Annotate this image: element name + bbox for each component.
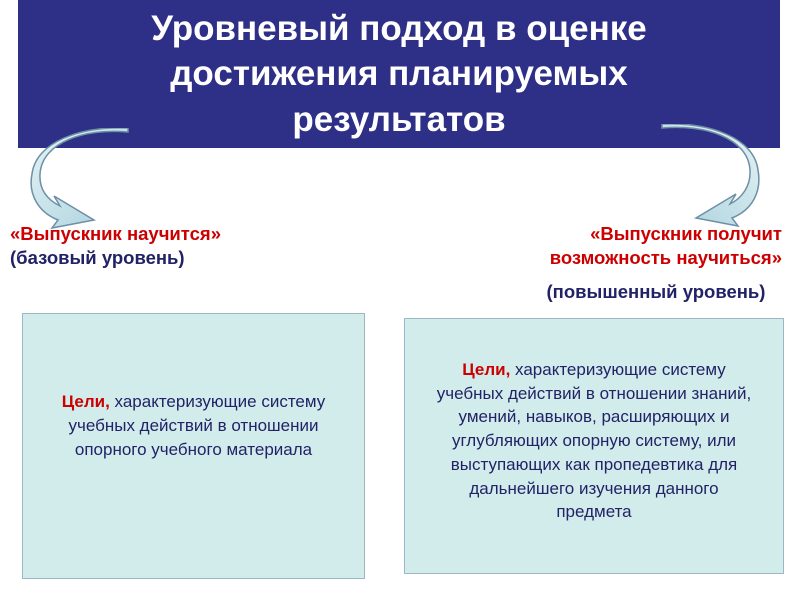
right-heading-line-2: возможность научиться» (549, 247, 782, 269)
right-level-label: (повышенный уровень) (546, 281, 766, 303)
left-level-label: (базовый уровень) (10, 247, 185, 269)
advanced-level-text: характеризующие систему учебных действий в отношении знаний, умений, навыков, расширяющих и углубляющих опорную систему, или выступающих как пропедевтика для дальнейшего изучения данного предмета (436, 359, 752, 522)
title-line-3: результатов (292, 99, 506, 139)
curved-arrow-left-icon (30, 128, 130, 230)
advanced-level-box (404, 318, 784, 574)
basic-level-description (39, 390, 349, 461)
advanced-level-lead: Цели, (462, 359, 511, 379)
right-heading (470, 222, 782, 304)
right-heading-line-1: «Выпускник получит (590, 223, 782, 244)
left-heading-title: «Выпускник научится» (10, 223, 221, 244)
title-line-2: достижения планируемых (170, 54, 628, 94)
slide-title (89, 6, 709, 143)
basic-level-lead: Цели, (61, 392, 110, 412)
title-line-1: Уровневый подход в оценке (151, 8, 647, 48)
curved-arrow-right-icon (660, 124, 760, 228)
advanced-level-description (434, 358, 754, 525)
left-heading (10, 222, 310, 270)
basic-level-box (22, 313, 365, 579)
basic-level-text: характеризующие систему учебных действий в отношении опорного учебного материала (68, 392, 326, 459)
